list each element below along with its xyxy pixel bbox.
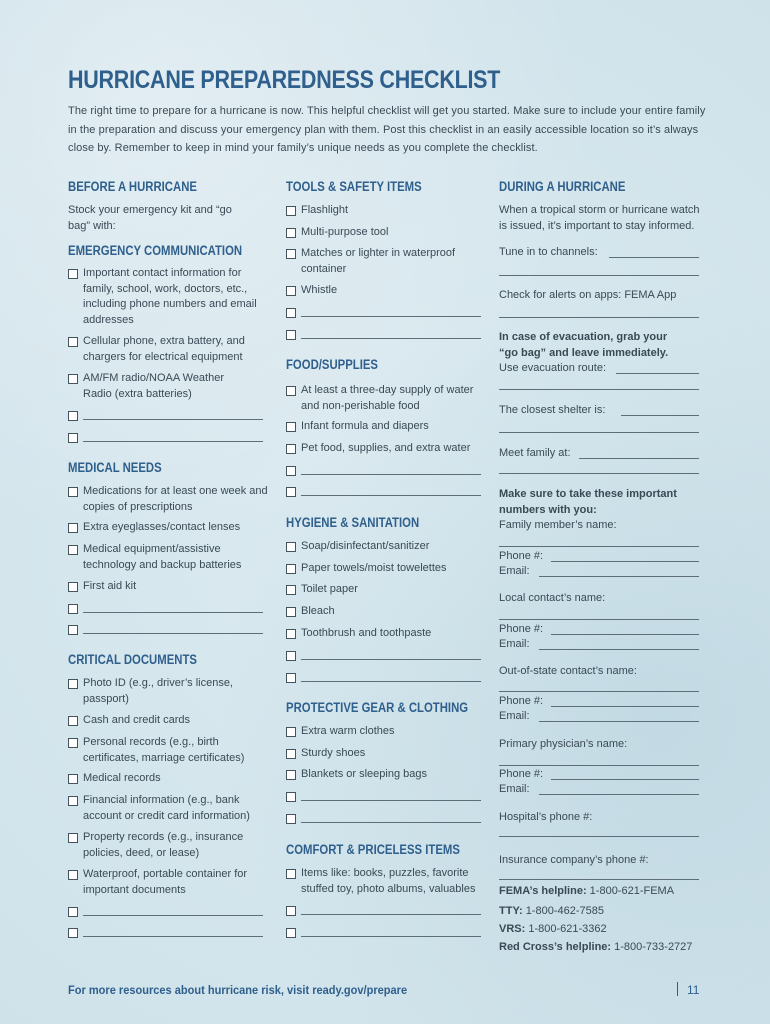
checkbox[interactable] [286,466,296,476]
checkbox[interactable] [68,738,78,748]
checkbox[interactable] [68,716,78,726]
write-in-line[interactable] [579,458,699,459]
section-heading-tools: TOOLS & SAFETY ITEMS [286,179,422,194]
write-in-line[interactable] [301,463,481,475]
before-text: Stock your emergency kit and “go bag” with: [68,204,232,232]
write-in-line[interactable] [551,634,699,635]
checklist-item[interactable]: Bleach [286,604,496,620]
checklist-item[interactable]: Personal records (e.g., birth certificates, marriage certificates) [68,735,268,766]
write-in-line[interactable] [301,903,481,915]
checklist-item[interactable]: Toilet paper [286,582,496,598]
checkbox[interactable] [68,337,78,347]
write-in-line[interactable] [301,670,481,682]
checkbox[interactable] [286,651,296,661]
write-in-line[interactable] [83,622,263,634]
resources-link[interactable]: For more resources about hurricane risk, visit ready.gov/prepare [68,983,408,997]
checkbox[interactable] [286,585,296,595]
checkbox[interactable] [286,770,296,780]
checklist-item[interactable]: Sturdy shoes [286,746,496,762]
checklist-blank-item[interactable] [68,622,265,640]
checklist-item[interactable]: Infant formula and diapers [286,419,496,435]
write-in-line[interactable] [499,546,699,547]
checklist-blank-item[interactable] [68,430,265,448]
checkbox[interactable] [68,374,78,384]
write-in-line[interactable] [301,305,481,317]
checklist-blank-item[interactable] [286,305,483,323]
write-in-line[interactable] [621,415,699,416]
checkbox[interactable] [68,433,78,443]
write-in-line[interactable] [83,904,263,916]
checkbox[interactable] [68,582,78,592]
section-heading-hygiene: HYGIENE & SANITATION [286,515,420,530]
checklist-item[interactable]: Toothbrush and toothpaste [286,626,496,642]
meet-family-label: Meet family at: [499,447,571,459]
section-heading-during: DURING A HURRICANE [499,179,626,194]
section-heading-food: FOOD/SUPPLIES [286,357,379,372]
write-in-line[interactable] [499,275,699,276]
checkbox[interactable] [286,792,296,802]
write-in-line[interactable] [301,789,481,801]
evacuation-route-label: Use evacuation route: [499,362,607,374]
checklist-item[interactable]: Medical equipment/assistive technology and backup batteries [68,542,268,573]
checklist-blank-item[interactable] [286,811,483,829]
helpline-fema: FEMA’s helpline: 1-800-621-FEMA [499,885,675,897]
checklist-item[interactable]: Matches or lighter in waterproof container [286,246,486,277]
checkbox[interactable] [286,928,296,938]
checkbox[interactable] [68,545,78,555]
section-heading-medical: MEDICAL NEEDS [68,460,162,475]
write-in-line[interactable] [609,257,699,258]
phone-label: Phone #: [499,623,544,635]
checkbox[interactable] [286,286,296,296]
checkbox[interactable] [68,907,78,917]
write-in-line[interactable] [551,706,699,707]
checklist-item[interactable]: Property records (e.g., insurance policies, deed, or lease) [68,830,268,861]
important-numbers-note: Make sure to take these important numbers with you: [499,488,677,516]
write-in-line[interactable] [83,925,263,937]
checkbox[interactable] [286,422,296,432]
checklist-blank-item[interactable] [286,648,483,666]
write-in-line[interactable] [499,389,699,390]
write-in-line[interactable] [83,601,263,613]
checklist-item[interactable]: Cash and credit cards [68,713,268,729]
write-in-line[interactable] [301,925,481,937]
checkbox[interactable] [286,869,296,879]
section-heading-comfort: COMFORT & PRICELESS ITEMS [286,842,460,857]
checklist-blank-item[interactable] [68,925,265,943]
checklist-blank-item[interactable] [68,904,265,922]
checklist-item[interactable]: Items like: books, puzzles, favorite stuffed toy, photo albums, valuables [286,866,491,897]
checkbox[interactable] [286,629,296,639]
checkbox[interactable] [286,386,296,396]
checkbox[interactable] [286,906,296,916]
helpline-tty: TTY: 1-800-462-7585 [499,905,604,917]
checkbox[interactable] [68,774,78,784]
checklist-blank-item[interactable] [286,327,483,345]
write-in-line[interactable] [539,576,699,577]
checklist-item[interactable]: Flashlight [286,203,496,219]
checklist-blank-item[interactable] [286,903,483,921]
shelter-label: The closest shelter is: [499,404,606,416]
checklist-item[interactable]: AM/FM radio/NOAA Weather Radio (extra batteries) [68,371,253,402]
checkbox[interactable] [286,542,296,552]
checkbox[interactable] [286,749,296,759]
write-in-line[interactable] [539,794,699,795]
checkbox[interactable] [68,523,78,533]
insurance-phone-label: Insurance company’s phone #: [499,854,649,866]
checklist-blank-item[interactable] [286,670,483,688]
checkbox[interactable] [68,604,78,614]
intro-paragraph: The right time to prepare for a hurricane is now. This helpful checklist will get you started. Make sure to include your entire family in the preparation and discuss your emergency plan with them. Post this checklist in an easily accessible location so it’s always close by. Remember to keep in mind your family’s unique needs as you complete the checklist. [68,105,706,154]
email-label: Email: [499,638,530,650]
checkbox[interactable] [68,411,78,421]
checklist-item[interactable]: Extra warm clothes [286,724,496,740]
write-in-line[interactable] [539,721,699,722]
write-in-line[interactable] [301,648,481,660]
checkbox[interactable] [286,249,296,259]
physician-label: Primary physician’s name: [499,738,628,750]
write-in-line[interactable] [499,432,699,433]
checkbox[interactable] [286,564,296,574]
local-contact-label: Local contact’s name: [499,592,606,604]
checklist-item[interactable]: At least a three-day supply of water and non-perishable food [286,383,486,414]
write-in-line[interactable] [83,430,263,442]
email-label: Email: [499,710,530,722]
checklist-blank-item[interactable] [286,925,483,943]
checkbox[interactable] [286,814,296,824]
helpline-red-cross: Red Cross’s helpline: 1-800-733-2727 [499,941,693,953]
checkbox[interactable] [286,444,296,454]
section-heading-documents: CRITICAL DOCUMENTS [68,652,197,667]
write-in-line[interactable] [551,779,699,780]
section-heading-before: BEFORE A HURRICANE [68,179,197,194]
family-member-label: Family member’s name: [499,519,617,531]
checkbox[interactable] [68,625,78,635]
write-in-line[interactable] [83,408,263,420]
write-in-line[interactable] [499,473,699,474]
checkbox[interactable] [286,607,296,617]
checkbox[interactable] [286,228,296,238]
write-in-line[interactable] [301,327,481,339]
evacuation-note: In case of evacuation, grab your “go bag” and leave immediately. [499,331,669,359]
section-heading-gear: PROTECTIVE GEAR & CLOTHING [286,700,469,715]
checklist-blank-item[interactable] [286,463,483,481]
phone-label: Phone #: [499,768,544,780]
phone-label: Phone #: [499,550,544,562]
email-label: Email: [499,565,530,577]
write-in-line[interactable] [499,879,699,880]
checklist-item[interactable]: Extra eyeglasses/contact lenses [68,520,268,536]
write-in-line[interactable] [499,691,699,692]
checklist-item[interactable]: Photo ID (e.g., driver’s license, passport) [68,676,268,707]
checklist-item[interactable]: Pet food, supplies, and extra water [286,441,501,457]
alerts-label: Check for alerts on apps: FEMA App [499,289,677,301]
checkbox[interactable] [68,833,78,843]
checklist-item[interactable]: Cellular phone, extra battery, and chargers for electrical equipment [68,334,268,365]
helpline-vrs: VRS: 1-800-621-3362 [499,923,607,935]
write-in-line[interactable] [499,765,699,766]
checkbox[interactable] [68,269,78,279]
checklist-item[interactable]: Medications for at least one week and copies of prescriptions [68,484,268,515]
write-in-line[interactable] [539,649,699,650]
checklist-item[interactable]: Soap/disinfectant/sanitizer [286,539,496,555]
checklist-blank-item[interactable] [286,484,483,502]
write-in-line[interactable] [499,619,699,620]
checklist-blank-item[interactable] [68,601,265,619]
checklist-item[interactable]: First aid kit [68,579,268,595]
checklist-item[interactable]: Medical records [68,771,268,787]
page-number: 11 [687,983,700,997]
out-of-state-contact-label: Out-of-state contact’s name: [499,665,637,677]
write-in-line[interactable] [616,373,699,374]
checklist-item[interactable]: Important contact information for family, school, work, doctors, etc., including phone numbers and email addresses [68,266,268,328]
write-in-line[interactable] [301,484,481,496]
write-in-line[interactable] [499,317,699,318]
write-in-line[interactable] [551,561,699,562]
checklist-blank-item[interactable] [68,408,265,426]
checklist-item[interactable]: Blankets or sleeping bags [286,767,496,783]
page-title: HURRICANE PREPAREDNESS CHECKLIST [68,66,501,94]
checkbox[interactable] [68,679,78,689]
write-in-line[interactable] [499,836,699,837]
checkbox[interactable] [286,727,296,737]
checklist-item[interactable]: Financial information (e.g., bank account or credit card information) [68,793,268,824]
phone-label: Phone #: [499,695,544,707]
checkbox[interactable] [286,330,296,340]
checkbox[interactable] [68,796,78,806]
checklist-item[interactable]: Waterproof, portable container for important documents [68,867,273,898]
checkbox[interactable] [286,487,296,497]
during-intro: When a tropical storm or hurricane watch is issued, it’s important to stay informed. [499,204,700,232]
checkbox[interactable] [286,308,296,318]
checklist-item[interactable]: Whistle [286,283,496,299]
email-label: Email: [499,783,530,795]
checklist-item[interactable]: Multi-purpose tool [286,225,496,241]
page-number-divider [677,982,678,996]
checkbox[interactable] [286,673,296,683]
write-in-line[interactable] [301,811,481,823]
checkbox[interactable] [286,206,296,216]
checkbox[interactable] [68,870,78,880]
checklist-item[interactable]: Paper towels/moist towelettes [286,561,496,577]
section-heading-emergency: EMERGENCY COMMUNICATION [68,243,243,258]
channels-label: Tune in to channels: [499,246,598,258]
checklist-blank-item[interactable] [286,789,483,807]
checkbox[interactable] [68,487,78,497]
hospital-phone-label: Hospital’s phone #: [499,811,593,823]
checkbox[interactable] [68,928,78,938]
